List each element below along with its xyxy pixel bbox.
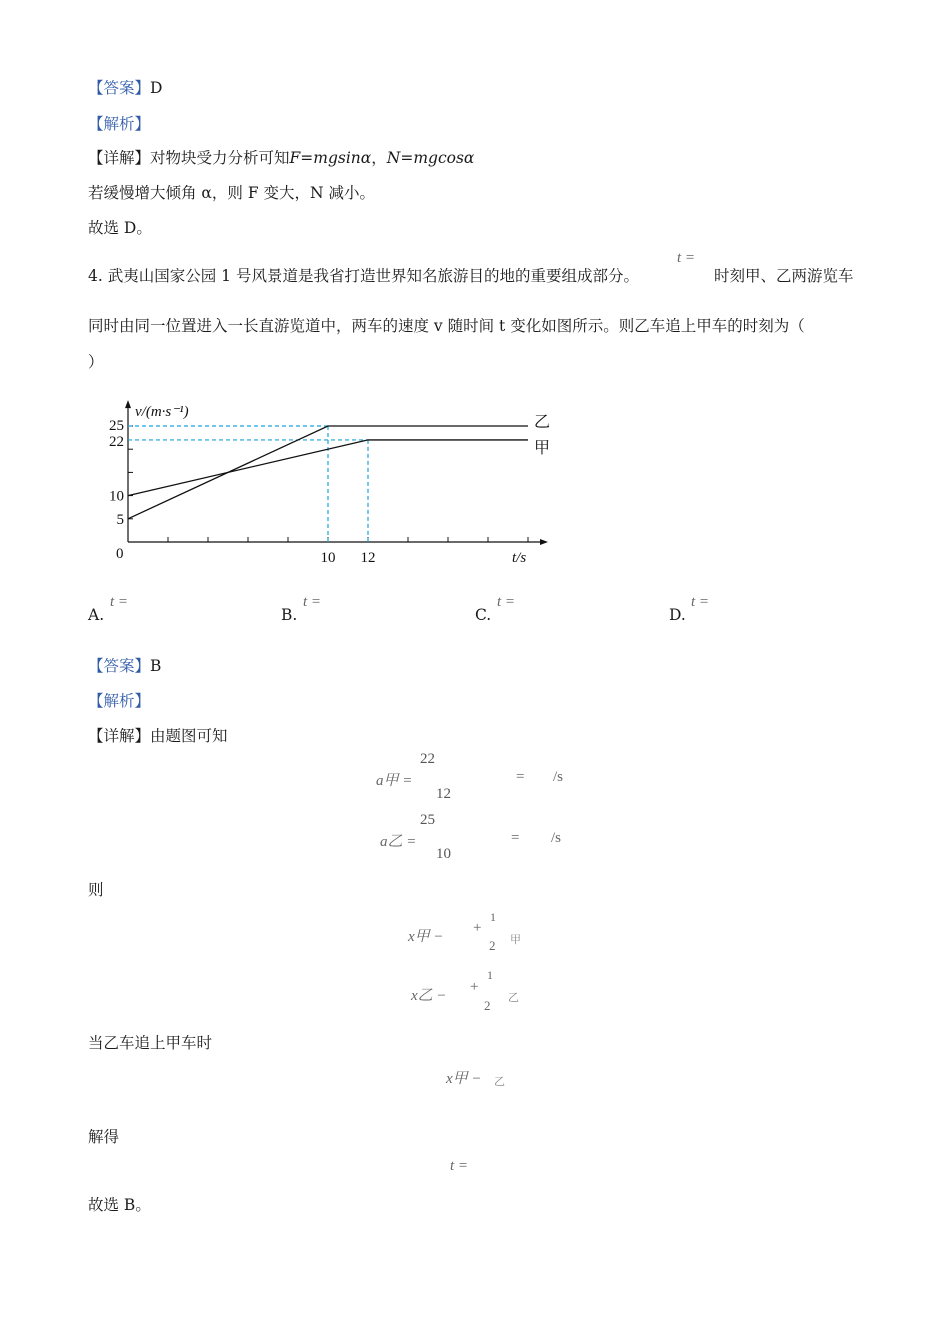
prev-line2: 若缓慢增大倾角 α，则 F 变大，N 减小。 [88,184,375,202]
separator: ， [371,149,387,167]
a-jia-equals: = [516,769,525,785]
option-b[interactable] [281,594,322,624]
a-jia-denominator: 12 [436,786,451,802]
a-jia-unit: /s [553,769,564,785]
y-tick-label: 25 [109,418,124,434]
prev-detail-line [88,146,474,168]
x-yi-half-den: 2 [484,998,491,1013]
option-a-t: t = [110,594,129,610]
a-yi-lhs: a乙 = [380,834,417,850]
q4-t-eq: t = [677,250,696,266]
sol-detail-tag: 【详解】 [88,727,151,745]
a-yi-equals: = [511,830,520,846]
x-yi-plus: + [470,979,479,995]
a-jia-lhs: a甲 = [376,773,413,789]
detail-text: 对物块受力分析可知 [150,149,290,167]
x-axis-label: t/s [512,550,527,566]
option-b-t: t = [303,594,322,610]
q4-text3: ） [88,353,104,371]
origin-label: 0 [116,546,124,562]
x-jia-half-num: 1 [490,910,496,924]
detail-tag: 【详解】 [88,149,151,167]
sol-detail-line [88,724,228,746]
sol-when: 当乙车追上甲车时 [88,1034,213,1052]
velocity-time-chart [95,378,551,576]
sol-answer-value: B [150,657,162,675]
x-jia-half-den: 2 [489,938,496,953]
x-tick-label: 12 [360,550,376,566]
option-a-letter: A. [88,606,105,624]
option-d-letter: D. [669,606,686,624]
sol-solve: 解得 [88,1128,120,1146]
x-yi-sub: 乙 [508,992,519,1004]
sol-then: 则 [88,881,104,899]
x-yi-half-num: 1 [487,968,493,982]
a-yi-denominator: 10 [436,846,451,862]
q4-line1 [88,264,639,286]
y-tick-label: 5 [116,511,124,528]
meet-rhs: 乙 [494,1076,505,1088]
option-c[interactable] [475,594,516,624]
y-tick-label: 22 [109,433,124,450]
a-jia-numerator: 22 [420,751,435,767]
sol-conclusion: 故选 B。 [88,1196,151,1214]
series-label-0: 乙 [534,414,551,431]
prev-conclusion: 故选 D。 [88,219,152,237]
prev-answer-line [88,76,162,98]
y-axis-label: v/(m·s⁻¹) [135,404,189,421]
option-d-t: t = [691,594,710,610]
x-jia-plus: + [473,920,482,936]
sol-answer-line [88,654,161,676]
a-yi-numerator: 25 [420,812,435,828]
q4-text1b: 时刻甲、乙两游览车 [714,267,854,285]
n-equation: N=mgcosα [386,149,475,167]
answer-value: D [150,79,163,97]
x-jia-sub: 甲 [510,934,521,946]
x-jia-lhs: x甲 − [408,929,444,945]
sol-answer-tag: 【答案】 [88,657,151,675]
option-a[interactable] [88,594,129,624]
a-yi-unit: /s [551,830,562,846]
option-c-t: t = [497,594,516,610]
q4-number: 4. [88,267,103,285]
sol-result: t = [450,1158,469,1174]
q4-text1: 武夷山国家公园 1 号风景道是我省打造世界知名旅游目的地的重要组成部分。 [107,267,639,285]
option-c-letter: C. [475,606,492,624]
x-axis-arrow [540,539,548,545]
answer-tag: 【答案】 [88,79,151,97]
x-yi-lhs: x乙 − [411,988,447,1004]
series-label-1: 甲 [534,439,551,457]
x-tick-label: 10 [320,550,336,566]
option-b-letter: B. [281,606,298,624]
sol-analysis-tag [88,689,150,711]
q4-text2: 同时由同一位置进入一长直游览道中，两车的速度 v 随时间 t 变化如图所示。则乙车追上甲车的时刻为（ [88,317,805,335]
sol-analysis-tag-text: 【解析】 [88,692,151,710]
option-d[interactable] [669,594,710,624]
sol-detail-text: 由题图可知 [150,727,228,745]
y-axis-arrow [125,400,131,408]
meet-lhs: x甲 − [446,1071,482,1087]
y-tick-label: 10 [109,488,124,505]
f-equation: F=mgsinα [289,149,372,167]
analysis-tag: 【解析】 [88,115,151,133]
prev-analysis-tag [88,112,150,134]
